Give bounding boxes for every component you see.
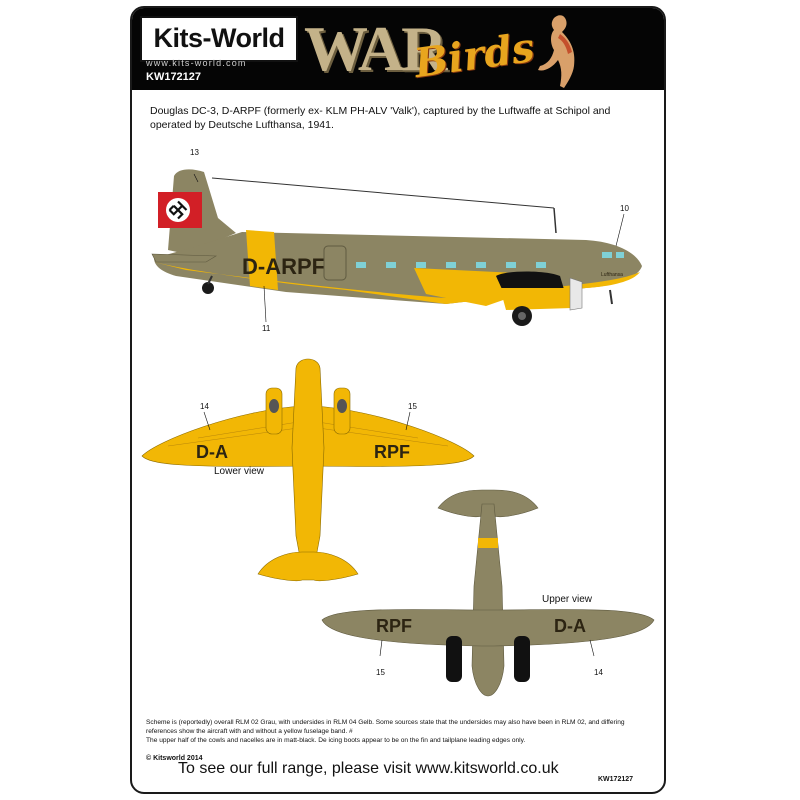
aircraft-description: Douglas DC-3, D-ARPF (formerly ex- KLM PH-ALV 'Valk'), captured by the Luftwaffe at Schipol and operated by Deutsche Lufthansa, 1941.: [150, 105, 611, 131]
upper-wing: [322, 609, 654, 646]
upper-right-nacelle: [514, 636, 530, 682]
header-banner: [132, 8, 664, 90]
callout-13: 13: [190, 148, 199, 157]
website-cta[interactable]: To see our full range, please visit www.kitsworld.co.uk: [178, 760, 559, 777]
decal-sheet: [130, 6, 666, 794]
callout-11: 11: [262, 324, 271, 333]
lower-left-registration: D-A: [196, 442, 228, 462]
side-profile: [146, 158, 652, 333]
upper-view: [318, 486, 658, 700]
scheme-notes: [146, 718, 656, 745]
upper-right-registration: D-A: [554, 616, 586, 636]
upper-left-registration: RPF: [376, 616, 412, 636]
antenna-mast: [554, 208, 556, 233]
nacelle-yellow: [500, 288, 572, 310]
cowl-note: The upper half of the cowls and nacelles are in matt-black. De icing boots appear to be on the fin and tailplane leading edges only.: [146, 737, 526, 744]
scheme-note: Scheme is (reportedly) overall RLM 02 Grau, with undersides in RLM 04 Gelb. Some sources state that the undersides may also have been in RLM 02, and differing references show the aircraft with and without a yellow fuselage band. #: [146, 719, 625, 735]
side-registration: D-ARPF: [242, 254, 326, 279]
kits-world-logo: [142, 18, 296, 60]
lower-right-registration: RPF: [374, 442, 410, 462]
lower-view-label: Lower view: [214, 466, 265, 477]
pinup-figure-icon: [524, 10, 604, 90]
antenna-wire: [212, 178, 554, 208]
lower-callout-15: 15: [408, 402, 417, 411]
warbirds-title-war: WAR: [304, 13, 445, 84]
upper-left-nacelle: [446, 636, 462, 682]
warbirds-title-birds: Birds: [411, 23, 538, 88]
product-code: KW172127: [146, 71, 202, 83]
logo-url: www.kits-world.com: [146, 58, 247, 68]
callout-10: 10: [620, 204, 629, 213]
upper-view-label: Upper view: [542, 594, 593, 605]
nose-airline-text: Lufthansa: [601, 272, 623, 278]
lower-callout-14: 14: [200, 402, 209, 411]
upper-callout-15: 15: [376, 668, 385, 677]
product-code-bottom: KW172127: [598, 776, 634, 783]
copyright: © Kitsworld 2014: [146, 755, 203, 762]
upper-fuselage-band: [478, 538, 498, 548]
upper-fuselage: [472, 504, 504, 696]
logo-text: Kits-World: [153, 23, 285, 53]
upper-callout-14: 14: [594, 668, 603, 677]
